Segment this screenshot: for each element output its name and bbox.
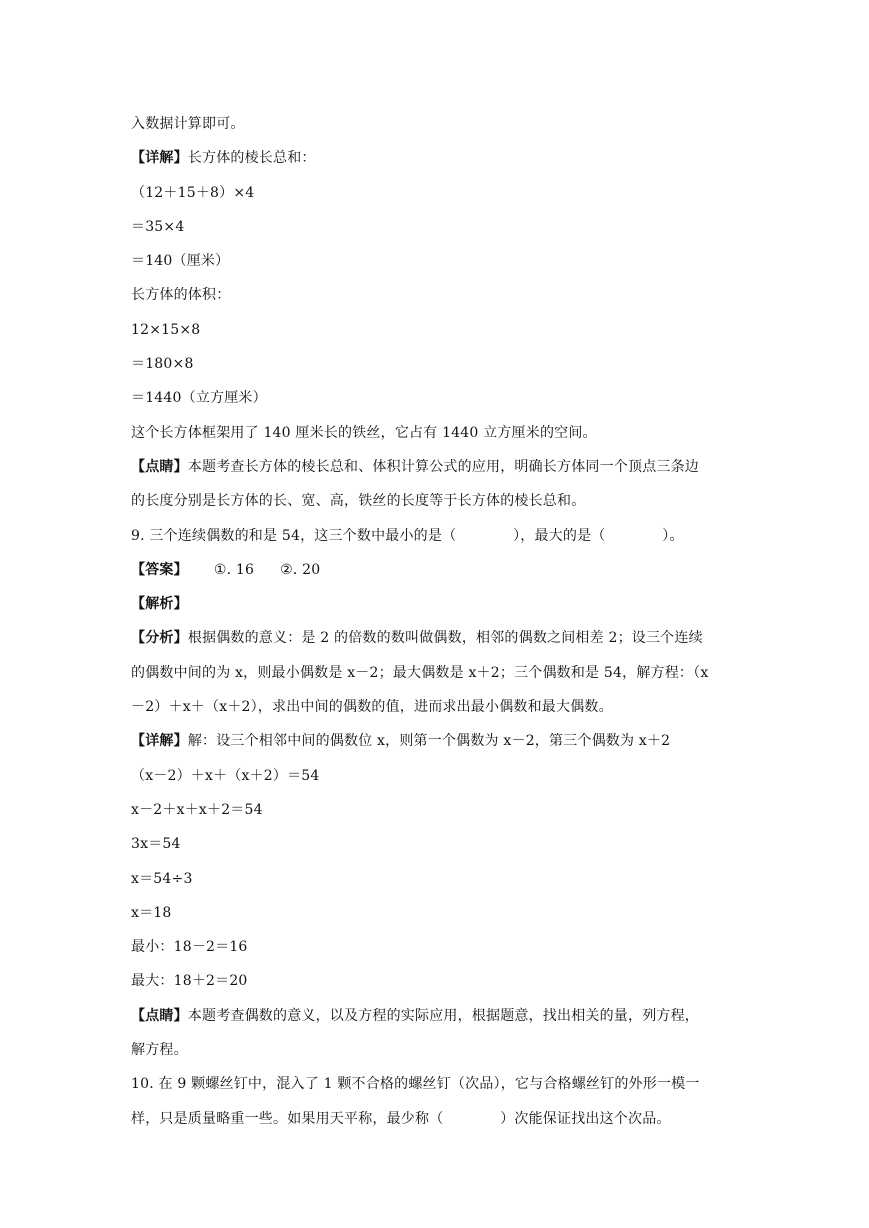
text-line: 入数据计算即可。 [131, 116, 245, 132]
question-9: 9. 三个连续偶数的和是 54，这三个数中最小的是（ ），最大的是（ ）。 [131, 527, 684, 544]
analysis-text: 根据偶数的意义：是 2 的倍数的数叫做偶数，相邻的偶数之间相差 2；设三个连续 [187, 630, 703, 647]
text-line: 的偶数中间的为 x，则最小偶数是 x－2；最大偶数是 x＋2；三个偶数和是 54，解方程：（x [131, 664, 709, 681]
detail-text: 解：设三个相邻中间的偶数位 x，则第一个偶数为 x－2，第三个偶数为 x＋2 [187, 733, 671, 750]
text-line: ＝140（厘米） [131, 253, 230, 270]
text-line: （x－2）＋x＋（x＋2）＝54 [131, 767, 320, 784]
text-line: ＝180×8 [131, 356, 194, 373]
text-line: 这个长方体框架用了 140 厘米长的铁丝，它占有 1440 立方厘米的空间。 [131, 424, 597, 441]
text-line [131, 621, 751, 655]
text-line [131, 999, 751, 1033]
text-line [131, 141, 751, 175]
text-line: －2）＋x＋（x＋2），求出中间的偶数的值，进而求出最小偶数和最大偶数。 [131, 699, 613, 716]
text-line [131, 724, 751, 758]
text-line: 最小：18－2＝16 [131, 939, 248, 956]
answer-2: ②. 20 [280, 561, 321, 578]
analysis-sub-tag: 【分析】 [131, 630, 188, 647]
text-line: 最大：18＋2＝20 [131, 973, 248, 990]
text-line: ＝35×4 [131, 218, 185, 235]
text-line: x＝54÷3 [131, 870, 193, 887]
text-line: 解方程。 [131, 1042, 188, 1059]
detail-tag: 【详解】 [131, 150, 188, 167]
comment-text: 本题考查长方体的棱长总和、体积计算公式的应用，明确长方体同一个顶点三条边 [187, 458, 700, 475]
question-10: 10. 在 9 颗螺丝钉中，混入了 1 颗不合格的螺丝钉（次品），它与合格螺丝钉的外形一模一 [131, 1076, 700, 1093]
detail-text: 长方体的棱长总和： [187, 150, 316, 167]
analysis-tag: 【解析】 [131, 596, 188, 613]
text-line: 12×15×8 [131, 321, 201, 338]
comment-text: 本题考查偶数的意义，以及方程的实际应用，根据题意，找出相关的量，列方程， [187, 1007, 700, 1024]
text-line [131, 450, 751, 484]
detail-tag: 【详解】 [131, 733, 188, 750]
comment-tag: 【点睛】 [131, 1007, 188, 1024]
text-line: （12＋15＋8）×4 [131, 184, 255, 201]
text-line: ＝1440（立方厘米） [131, 390, 267, 407]
text-line: x－2＋x＋x＋2＝54 [131, 801, 263, 818]
text-line: 样，只是质量略重一些。如果用天平称，最少称（ ）次能保证找出这个次品。 [131, 1110, 671, 1127]
text-line [131, 587, 751, 621]
text-line: 的长度分别是长方体的长、宽、高，铁丝的长度等于长方体的棱长总和。 [131, 493, 586, 510]
text-line: 3x＝54 [131, 836, 181, 853]
comment-tag: 【点睛】 [131, 458, 188, 475]
text-line: 长方体的体积： [131, 287, 231, 304]
answer-tag: 【答案】 [131, 561, 188, 578]
text-line [131, 553, 751, 587]
document-page [131, 107, 751, 1136]
answer-1: ①. 16 [213, 561, 255, 578]
text-line: x＝18 [131, 904, 172, 921]
